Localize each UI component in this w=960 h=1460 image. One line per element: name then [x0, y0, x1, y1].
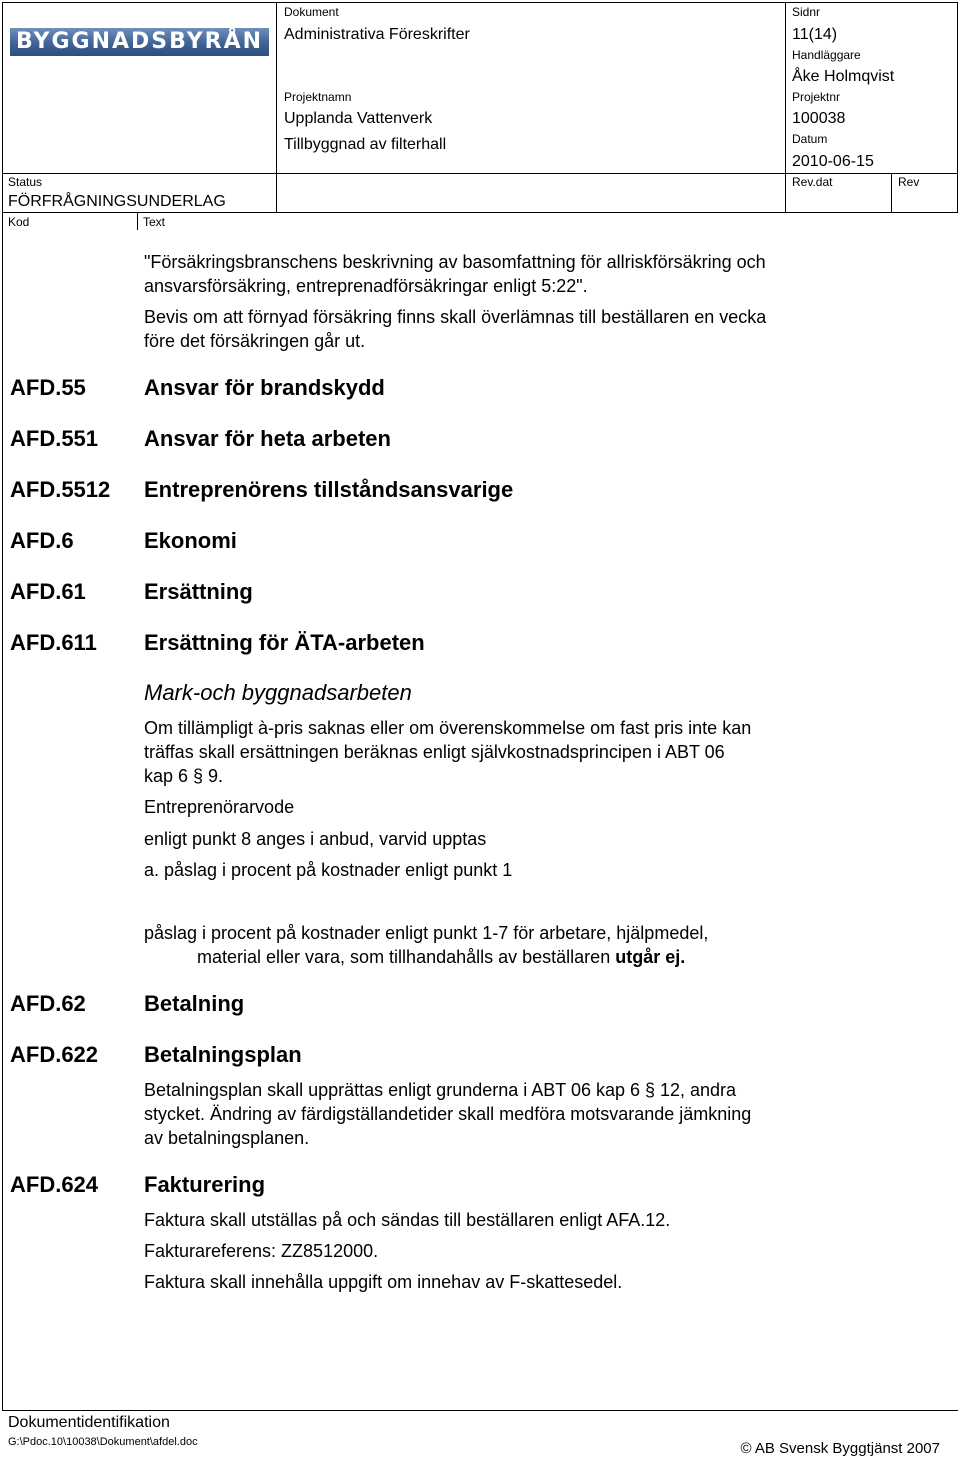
- handlaggare-label: Handläggare: [792, 48, 861, 62]
- section-code: AFD.551: [10, 426, 99, 451]
- mark-paragraph: Om tillämpligt à-pris saknas eller om överenskommelse om fast pris inte kan träffas skall ersättningen beräknas enligt självkostnadsprincipen i ABT 06 kap 6 § 9.: [144, 718, 752, 786]
- status-value: FÖRFRÅGNINGSUNDERLAG: [8, 193, 226, 210]
- header-left-border: [2, 2, 3, 1410]
- sidnr-label: Sidnr: [792, 5, 821, 19]
- header-right-border: [957, 2, 958, 212]
- document-id-label: Dokumentidentifikation: [8, 1414, 170, 1431]
- status-label: Status: [8, 175, 43, 189]
- section-title: Ansvar för heta arbeten: [144, 426, 391, 451]
- section-code: AFD.5512: [10, 477, 111, 502]
- header-vline-1: [276, 2, 277, 212]
- datum-value: 2010-06-15: [792, 153, 874, 170]
- section-title: Fakturering: [144, 1172, 266, 1197]
- arvode-text: enligt punkt 8 anges i anbud, varvid upptas: [144, 829, 487, 849]
- header-vline-3: [891, 173, 892, 212]
- kod-label: Kod: [8, 215, 30, 229]
- dokument-value: Administrativa Föreskrifter: [284, 26, 470, 43]
- section-title: Ansvar för brandskydd: [144, 375, 385, 400]
- rev-label: Rev: [898, 175, 920, 189]
- handlaggare-value: Åke Holmqvist: [792, 68, 895, 85]
- section-title: Betalning: [144, 991, 245, 1016]
- faktura-line-1: Faktura skall utställas på och sändas till beställaren enligt AFA.12.: [144, 1210, 671, 1230]
- intro-paragraph-2: Bevis om att förnyad försäkring finns skall överlämnas till beställaren en vecka före det försäkringen går ut.: [144, 307, 767, 351]
- datum-label: Datum: [792, 132, 828, 146]
- projektnr-label: Projektnr: [792, 90, 841, 104]
- header-top-border: [2, 2, 958, 3]
- text-label: Text: [143, 215, 166, 229]
- section-code: AFD.62: [10, 991, 86, 1016]
- section-code: AFD.622: [10, 1042, 99, 1067]
- header-hline-status: [2, 173, 958, 174]
- section-title: Ersättning: [144, 579, 253, 604]
- sidnr-value: 11(14): [792, 26, 838, 43]
- header-hline-bottom: [2, 212, 958, 213]
- paslag-paragraph: påslag i procent på kostnader enligt punkt 1-7 för arbetare, hjälpmedel, material eller vara, som tillhandahålls av beställaren utgår ej.: [144, 923, 709, 967]
- section-code: AFD.55: [10, 375, 86, 400]
- arvode-item-a: a. påslag i procent på kostnader enligt punkt 1: [144, 860, 513, 880]
- footer-top-border: [2, 1410, 958, 1411]
- revdat-label: Rev.dat: [792, 175, 833, 189]
- intro-paragraph-1: "Försäkringsbranschens beskrivning av basomfattning för allriskförsäkring och ansvarsförsäkring, entreprenadförsäkringar enligt 5:22".: [144, 252, 766, 296]
- section-code: AFD.611: [10, 630, 97, 655]
- projektnamn-value-2: Tillbyggnad av filterhall: [284, 136, 447, 153]
- dokument-label: Dokument: [284, 5, 339, 19]
- projektnr-value: 100038: [792, 110, 846, 127]
- section-code: AFD.61: [10, 579, 86, 604]
- byggnadsbyran-logo: BYGGNADSBYRÅN: [10, 28, 269, 56]
- section-title: Ekonomi: [144, 528, 237, 553]
- section-title: Ersättning för ÄTA-arbeten: [144, 630, 425, 655]
- projektnamn-value-1: Upplanda Vattenverk: [284, 110, 433, 127]
- section-title: Betalningsplan: [144, 1042, 302, 1067]
- section-code: AFD.6: [10, 528, 74, 553]
- header-vline-2: [785, 2, 786, 212]
- mark-subtitle: Mark-och byggnadsarbeten: [144, 680, 412, 705]
- arvode-heading: Entreprenörarvode: [144, 797, 295, 817]
- section-title: Entreprenörens tillståndsansvarige: [144, 477, 514, 502]
- faktura-line-2: Fakturareferens: ZZ8512000.: [144, 1241, 379, 1261]
- utgar-ej-emphasis: utgår ej.: [615, 947, 686, 967]
- copyright-text: © AB Svensk Byggtjänst 2007: [740, 1440, 940, 1457]
- faktura-line-3: Faktura skall innehålla uppgift om innehav av F-skattesedel.: [144, 1272, 623, 1292]
- document-path: G:\Pdoc.10\10038\Dokument\afdel.doc: [8, 1436, 198, 1448]
- section-code: AFD.624: [10, 1172, 99, 1197]
- projektnamn-label: Projektnamn: [284, 90, 352, 104]
- kod-text-divider: [137, 212, 138, 230]
- betalningsplan-paragraph: Betalningsplan skall upprättas enligt grunderna i ABT 06 kap 6 § 12, andra stycket. Ändring av färdigställandetider skall medföra motsvarande jämkning av betalningsplanen.: [144, 1080, 752, 1148]
